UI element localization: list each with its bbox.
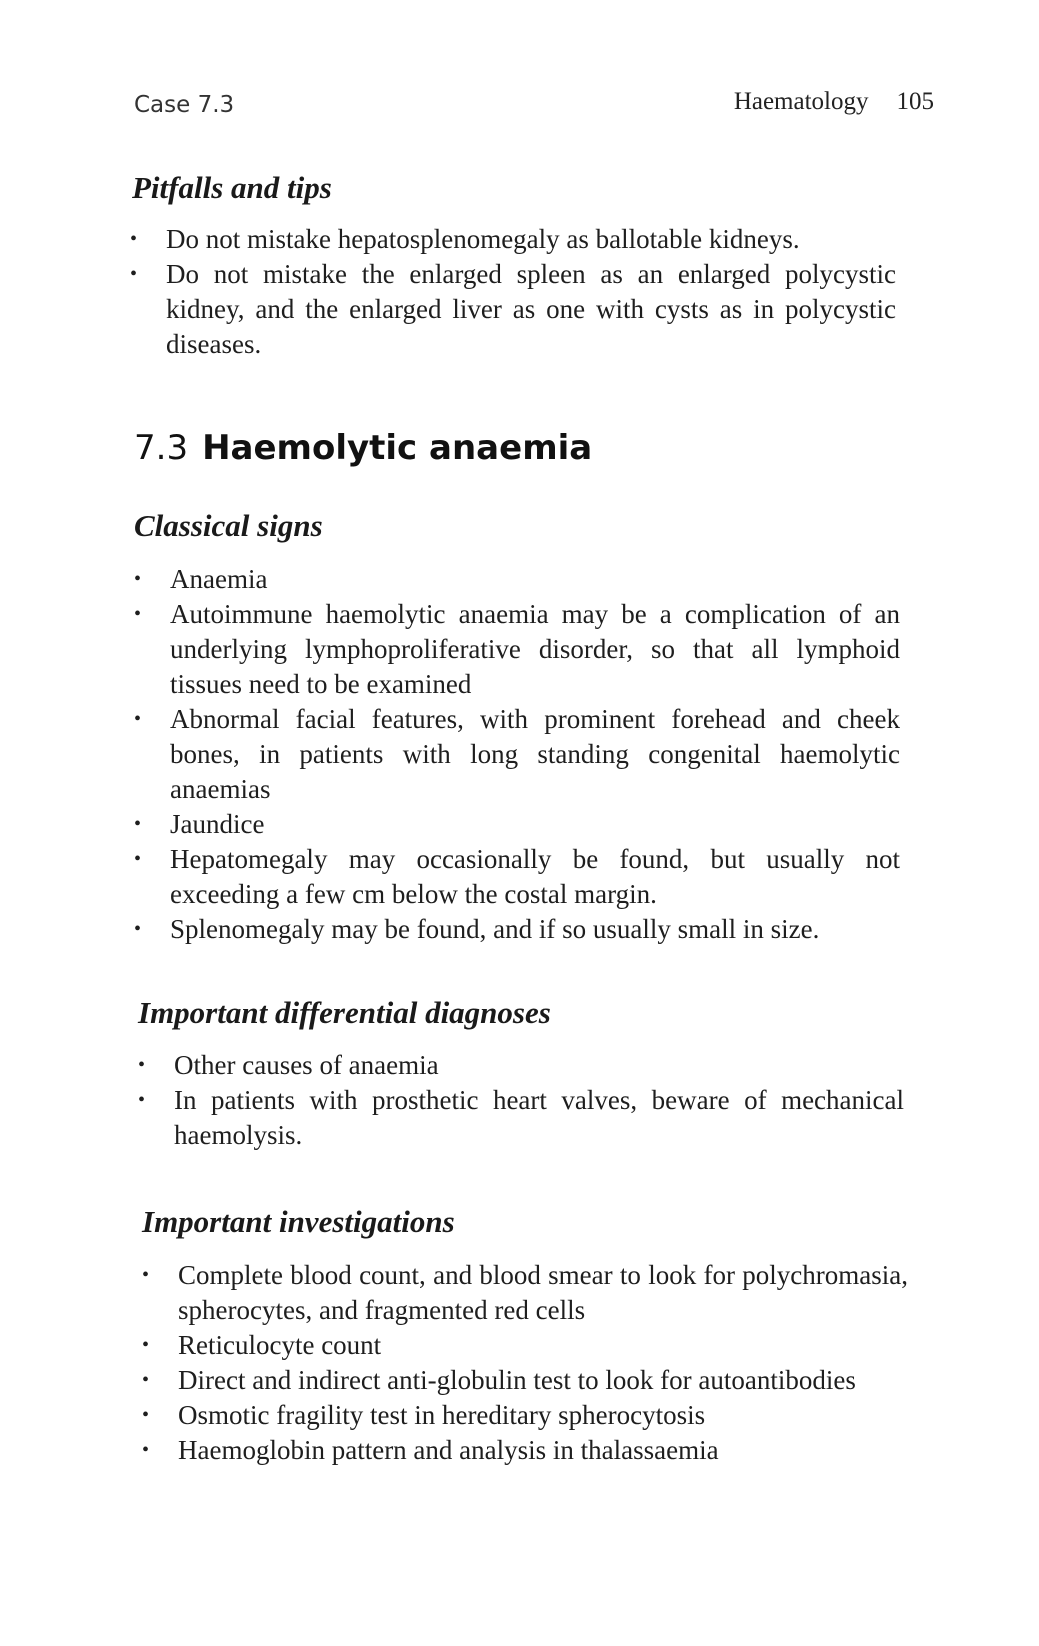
list-item [142,1328,908,1363]
bullet-icon: • [138,1089,146,1111]
list-item-text: Complete blood count, and blood smear to look for polychromasia, spherocytes, and fragmented red cells [178,1260,908,1325]
list-item [142,1433,908,1468]
list-item-text: Abnormal facial features, with prominent forehead and cheek bones, in patients with long standing congenital haemolytic anaemias [170,704,900,804]
page-number: 105 [896,88,934,115]
section-title: Haematology [733,88,869,115]
list-item-text: Osmotic fragility test in hereditary spherocytosis [178,1400,706,1430]
list-item-text: Anaemia [170,564,268,594]
list-item-text: Autoimmune haemolytic anaemia may be a complication of an underlying lymphoproliferative disorder, so that all lymphoid tissues need to be examined [170,599,900,699]
running-head [134,88,934,128]
list-item [142,1363,908,1398]
differentials-list [138,1048,904,1153]
pitfalls-list [130,222,896,362]
bullet-icon: • [142,1439,150,1461]
list-item-text: Other causes of anaemia [174,1050,439,1080]
section-heading [134,428,592,468]
list-item-text: Do not mistake hepatosplenomegaly as ballotable kidneys. [166,224,800,254]
running-title [734,88,934,116]
list-item-text: Direct and indirect anti-globulin test to look for autoantibodies [178,1365,856,1395]
investigations-heading: Important investigations [142,1204,455,1239]
bullet-icon: • [142,1334,150,1356]
bullet-icon: • [130,228,138,250]
list-item [134,702,900,807]
bullet-icon: • [134,848,142,870]
list-item [134,807,900,842]
list-item [142,1258,908,1328]
list-item [138,1083,904,1153]
investigations-list [142,1258,908,1468]
bullet-icon: • [134,603,142,625]
list-item-text: Haemoglobin pattern and analysis in thalassaemia [178,1435,719,1465]
list-item [134,597,900,702]
case-label: Case 7.3 [134,92,235,118]
list-item-text: Reticulocyte count [178,1330,382,1360]
bullet-icon: • [134,918,142,940]
differentials-heading: Important differential diagnoses [138,995,551,1030]
bullet-icon: • [130,263,138,285]
list-item-text: In patients with prosthetic heart valves, beware of mechanical haemolysis. [174,1085,904,1150]
bullet-icon: • [134,568,142,590]
bullet-icon: • [134,813,142,835]
bullet-icon: • [142,1369,150,1391]
classical-signs-heading: Classical signs [134,508,323,543]
pitfalls-heading: Pitfalls and tips [132,170,332,205]
classical-signs-list [134,562,900,947]
list-item [134,842,900,912]
bullet-icon: • [142,1264,150,1286]
list-item [138,1048,904,1083]
list-item-text: Jaundice [170,809,265,839]
bullet-icon: • [142,1404,150,1426]
section-title-text: Haemolytic anaemia [202,428,593,468]
section-number: 7.3 [134,428,189,468]
list-item [134,912,900,947]
list-item-text: Splenomegaly may be found, and if so usually small in size. [170,914,820,944]
list-item [130,222,896,257]
list-item-text: Hepatomegaly may occasionally be found, but usually not exceeding a few cm below the costal margin. [170,844,900,909]
list-item [134,562,900,597]
list-item-text: Do not mistake the enlarged spleen as an enlarged polycystic kidney, and the enlarged liver as one with cysts as in polycystic diseases. [166,259,896,359]
bullet-icon: • [134,708,142,730]
bullet-icon: • [138,1054,146,1076]
list-item [130,257,896,362]
list-item [142,1398,908,1433]
